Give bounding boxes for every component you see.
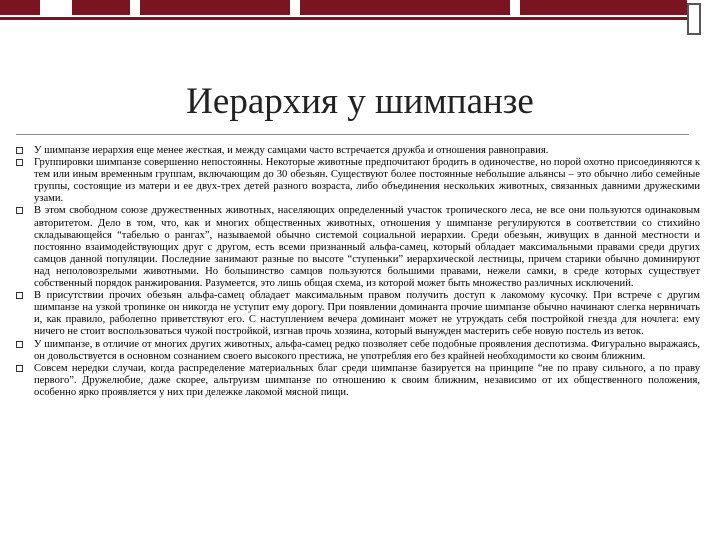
title-divider: [16, 134, 689, 135]
square-bullet-icon: [16, 341, 23, 348]
bullet-text: В присутствии прочих обезьян альфа-самец обладает максимальным правом получить доступ к лакомому кусочку. При встрече с другим шимпанзе на узкой тропинке он никогда не уступит ему дорогу. При появлении доминанта прочие шимпанзе обычно начинают слегка нервничать и, как правило, раболепно приветствуют его. С наступлением вечера доминант может не утруждать себя постройкой гнезда для ночлега: ему ничего не стоит воспользоваться чужой постройкой, изгнав прочь хозяина, который вынужден мастерить себе новую постель из веток.: [34, 290, 700, 338]
square-bullet-icon: [16, 292, 23, 299]
square-bullet-icon: [16, 159, 23, 166]
band-block: [0, 0, 40, 15]
band-block: [300, 0, 510, 15]
top-decor-band: [0, 0, 720, 22]
bullet-text: Совсем нередки случаи, когда распределение материальных благ среди шимпанзе базируется на принципе “не по праву сильного, а по праву первого”. Дружелюбие, даже скорее, альтруизм шимпанзе по отношению к своим ближним, независимо от их общественного положения, особенно ярко проявляется у них при дележке лакомой мясной пищи.: [34, 362, 700, 398]
square-bullet-icon: [16, 207, 23, 214]
bullet-text: У шимпанзе иерархия еще менее жесткая, и между самцами часто встречается дружба и отношения равноправия.: [34, 145, 549, 156]
list-item: [16, 339, 700, 363]
slide-title: Иерархия у шимпанзе: [186, 81, 534, 122]
band-block: [140, 0, 290, 15]
square-bullet-icon: [16, 147, 23, 154]
band-block: [72, 0, 130, 15]
bullet-list: [16, 145, 700, 399]
bullet-text: В этом свободном союзе дружественных животных, населяющих определенный участок тропического леса, не все они пользуются одинаковым авторитетом. Дело в том, что, как и многих общественных животных, отношения у шимпанзе регулируются в соответствии со стихийно складывающейся “табелью о рангах”, называемой обычно системой социальной иерархии. Среди обезьян, живущих в данной местности и постоянно взаимодействующих друг с другом, есть всеми признанный альфа-самец, который обладает максимальными правами среди других самцов данной популяции. Последние занимают разные по высоте “ступеньки” иерархической лестницы, причем старики обычно доминируют над неполовозрелыми животными. Но большинство самцов пользуются большими правами, нежели самки, в среде которых существует собственный порядок ранжирования. Разумеется, это лишь общая схема, из которой может быть множество различных исключений.: [34, 205, 700, 290]
list-item: [16, 157, 700, 205]
bullet-text: Группировки шимпанзе совершенно непостоянны. Некоторые животные предпочитают бродить в одиночестве, но порой охотно присоединяются к тем или иным временным группам, включающим до 30 обезьян. Существуют более постоянные небольшие альянсы – это обычно либо семейные группы, состоящие из матери и ее двух-трех детей разного возраста, либо объединения нескольких животных, связанных давними дружескими узами.: [34, 157, 700, 205]
list-item: [16, 363, 700, 399]
band-block: [520, 0, 687, 15]
square-bullet-icon: [16, 365, 23, 372]
corner-decor-box: [687, 3, 701, 35]
bullet-text: У шимпанзе, в отличие от многих других животных, альфа-самец редко позволяет себе подобные проявления деспотизма. Фигурально выражаясь, он довольствуется в основном сознанием своего высокого престижа, не употребляя его без крайней необходимости ко своим ближним.: [34, 338, 700, 362]
list-item: [16, 205, 700, 290]
band-underline: [0, 17, 687, 20]
list-item: [16, 145, 700, 157]
list-item: [16, 290, 700, 338]
